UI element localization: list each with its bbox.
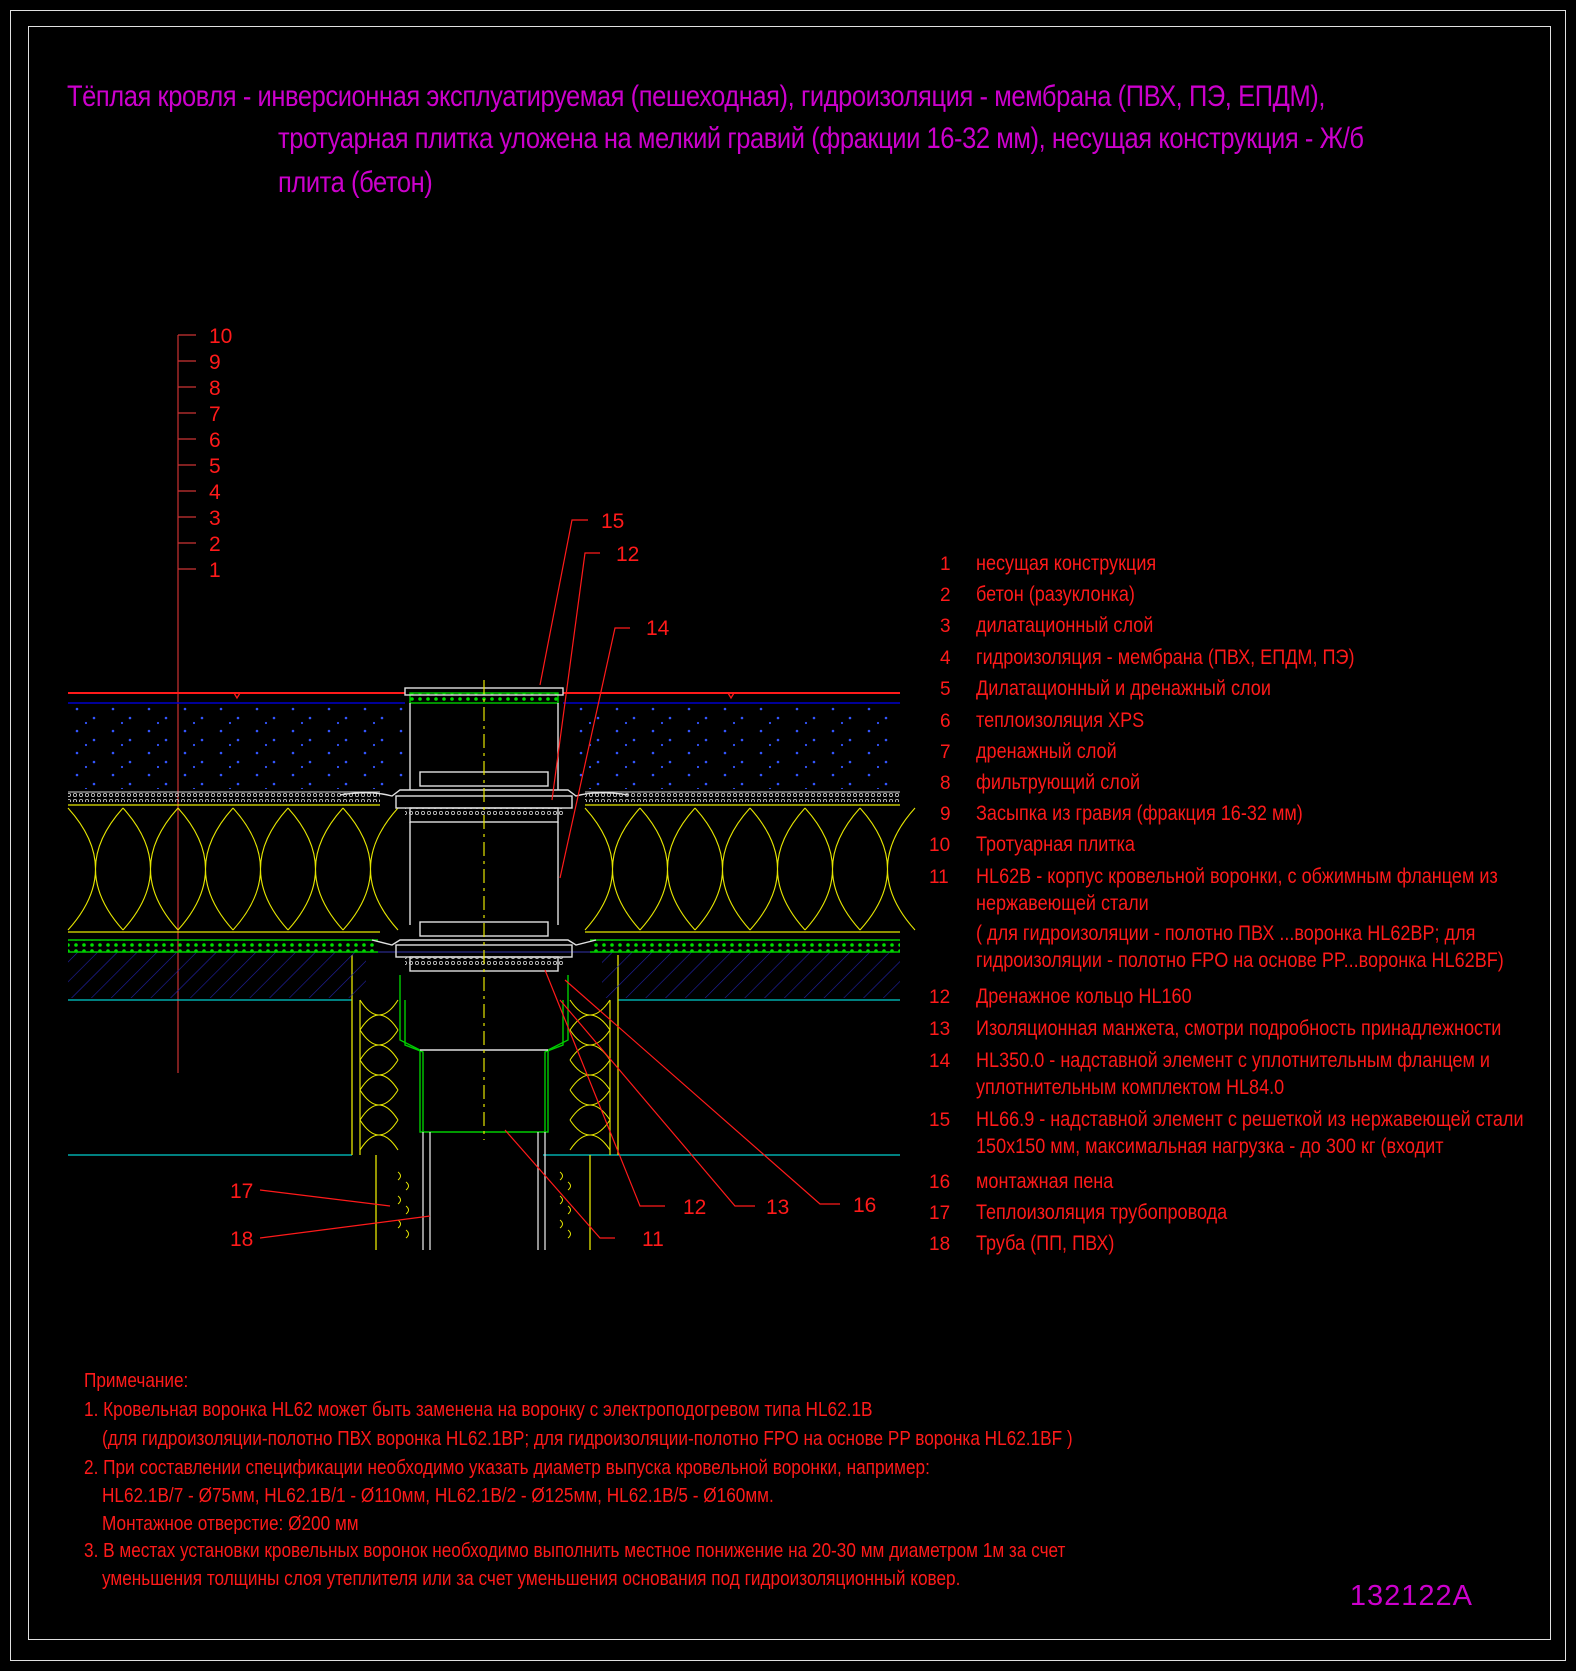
callout-14: 14	[646, 617, 670, 640]
insulation-mark	[398, 1172, 409, 1190]
legend-number: 9	[940, 804, 951, 825]
legend-text: гидроизоляция - мембрана (ПВХ, ЕПДМ, ПЭ)	[976, 646, 1355, 669]
legend-number: 13	[929, 1019, 951, 1040]
scale-label: 3	[209, 507, 221, 530]
legend-text-continued: нержавеющей стали	[976, 892, 1149, 915]
xps-pattern	[68, 808, 398, 930]
legend-text: HL350.0 - надставной элемент с уплотнительным фланцем и	[976, 1049, 1491, 1072]
scale-label: 1	[209, 559, 221, 582]
title-line-2: тротуарная плитка уложена на мелкий гравий (фракции 16-32 мм), несущая конструкция - Ж/б	[278, 122, 1364, 155]
callout-17: 17	[230, 1180, 254, 1203]
legend-number: 3	[940, 616, 951, 637]
legend-text: HL62B - корпус кровельной воронки, с обжимным фланцем из	[976, 865, 1498, 888]
legend-number: 8	[940, 773, 951, 794]
legend-text: бетон (разуклонка)	[976, 583, 1135, 606]
legend-number: 5	[940, 679, 951, 700]
callout-11: 11	[642, 1228, 664, 1251]
legend-number: 6	[940, 711, 951, 732]
legend-text: Тротуарная плитка	[976, 833, 1135, 856]
legend-text: ( для гидроизоляции - полотно ПВХ ...воронка HL62BP; для	[976, 922, 1476, 945]
note-1b: (для гидроизоляции-полотно ПВХ воронка HL62.1BP; для гидроизоляции-полотно FPO на основе PP воронка HL62.1BF )	[102, 1428, 1073, 1450]
note-2a: 2. При составлении спецификации необходимо указать диаметр выпуска кровельной воронки, например:	[84, 1457, 930, 1479]
scale-label: 2	[209, 533, 221, 556]
note-1a: 1. Кровельная воронка HL62 может быть заменена на воронку с электроподогревом типа HL62.1B	[84, 1399, 873, 1421]
drain-pipe	[423, 1132, 545, 1250]
legend-number: 17	[929, 1203, 951, 1224]
legend-text: дилатационный слой	[976, 614, 1154, 637]
legend-number: 12	[929, 987, 951, 1008]
scale-label: 4	[209, 481, 221, 504]
callout-12-top: 12	[616, 543, 640, 566]
legend-text: Теплоизоляция трубопровода	[976, 1201, 1228, 1224]
xps-insulation	[68, 805, 915, 932]
legend-text: Труба (ПП, ПВХ)	[976, 1232, 1115, 1255]
legend-text: Засыпка из гравия (фракция 16-32 мм)	[976, 802, 1303, 825]
scale-label: 8	[209, 377, 221, 400]
callout-16: 16	[853, 1194, 877, 1217]
notes-heading: Примечание:	[84, 1370, 189, 1392]
foam-pattern	[360, 1000, 398, 1150]
legend-text: Дилатационный и дренажный слои	[976, 677, 1271, 700]
xps-pattern	[585, 808, 915, 930]
legend-text-continued: уплотнительным комплектом HL84.0	[976, 1076, 1285, 1099]
legend-text-continued: 150x150 мм, максимальная нагрузка - до 300 кг (входит	[976, 1135, 1444, 1158]
scale-label: 10	[209, 325, 233, 348]
foam-pattern	[570, 1000, 610, 1150]
pipe-insulation	[376, 1155, 590, 1250]
legend-number: 15	[929, 1110, 951, 1131]
legend-number: 16	[929, 1172, 951, 1193]
legend-text: HL66.9 - надставной элемент с решеткой из нержавеющей стали	[976, 1108, 1524, 1131]
note-3b: уменьшения толщины слоя утеплителя или за счет уменьшения основания под гидроизоляционный ковер.	[102, 1568, 961, 1590]
title-line-1: Тёплая кровля - инверсионная эксплуатируемая (пешеходная), гидроизоляция - мембрана (ПВХ, ПЭ, ЕПДМ),	[67, 80, 1325, 113]
note-2b: HL62.1B/7 - Ø75мм, HL62.1B/1 - Ø110мм, HL62.1B/2 - Ø125мм, HL62.1B/5 - Ø160мм.	[102, 1485, 774, 1507]
callout-12-bottom: 12	[683, 1196, 707, 1219]
note-3a: 3. В местах установки кровельных воронок необходимо выполнить местное понижение на 20-30 мм диаметром 1м за счет	[84, 1540, 1066, 1562]
insulation-mark	[398, 1196, 409, 1214]
legend-text: монтажная пена	[976, 1170, 1114, 1193]
drawing-code: 132122A	[1349, 1580, 1473, 1612]
legend-text: Дренажное кольцо HL160	[976, 985, 1192, 1008]
legend-number: 11	[929, 867, 949, 888]
callout-leaders	[260, 520, 840, 1238]
legend-number: 1	[940, 554, 951, 575]
legend-number: 7	[940, 742, 951, 763]
legend-text: дренажный слой	[976, 740, 1117, 763]
insulation-mark	[398, 1220, 409, 1238]
scale-label: 7	[209, 403, 221, 426]
insulation-mark	[560, 1220, 571, 1238]
legend-text: несущая конструкция	[976, 552, 1157, 575]
legend-number: 14	[929, 1051, 951, 1072]
legend-text: Изоляционная манжета, смотри подробность принадлежности	[976, 1017, 1502, 1040]
insulation-mark	[560, 1172, 571, 1190]
note-2c: Монтажное отверстие: Ø200 мм	[102, 1513, 359, 1535]
scale-label: 6	[209, 429, 221, 452]
callout-13: 13	[766, 1196, 790, 1219]
legend-text-continued: гидроизоляции - полотно FPO на основе PP...воронка HL62BF)	[976, 949, 1504, 972]
legend-number: 18	[929, 1234, 951, 1255]
legend-text: теплоизоляция XPS	[976, 709, 1145, 732]
callout-15: 15	[601, 510, 625, 533]
title-line-3: плита (бетон)	[278, 166, 433, 199]
legend-number: 4	[940, 648, 951, 669]
legend-number: 2	[940, 585, 951, 606]
drain-grid	[405, 808, 563, 965]
scale-label: 9	[209, 351, 221, 374]
legend-number: 10	[929, 835, 951, 856]
callout-18: 18	[230, 1228, 254, 1251]
legend-text: фильтрующий слой	[976, 771, 1141, 794]
scale-label: 5	[209, 455, 221, 478]
